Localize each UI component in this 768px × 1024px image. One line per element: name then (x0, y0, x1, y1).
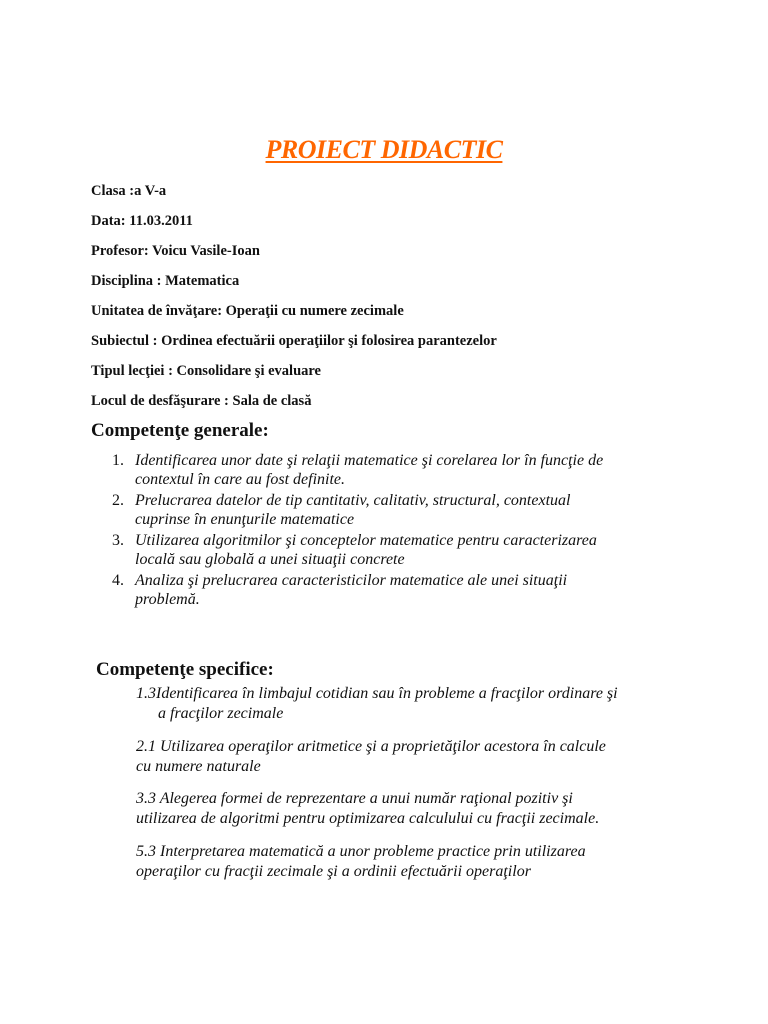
list-item-line: Prelucrarea datelor de tip cantitativ, calitativ, structural, contextual (135, 492, 571, 509)
specific-competence-line: cu numere naturale (136, 758, 261, 775)
list-item-number: 2. (112, 492, 124, 509)
list-item (112, 492, 672, 529)
list-item-number: 4. (112, 572, 124, 589)
field-lesson-type: Tipul lecţiei : Consolidare şi evaluare (91, 363, 321, 379)
field-date: Data: 11.03.2011 (91, 213, 193, 229)
field-location: Locul de desfăşurare : Sala de clasă (91, 393, 312, 409)
specific-competences-heading: Competenţe specifice: (96, 659, 274, 680)
specific-competence-line: 2.1 Utilizarea operaţilor aritmetice şi a proprietăţilor acestora în calcule (136, 738, 606, 755)
list-item-line: locală sau globală a unei situaţii concrete (135, 550, 405, 568)
specific-competence-line: 1.3Identificarea în limbajul cotidian sau în probleme a fracţilor ordinare şi (136, 685, 618, 702)
field-class: Clasa :a V-a (91, 183, 167, 199)
field-discipline: Disciplina : Matematica (91, 273, 240, 289)
list-item (112, 572, 672, 609)
list-item-line: Analiza şi prelucrarea caracteristicilor matematice ale unei situaţii (135, 572, 568, 589)
specific-competence-item (136, 684, 696, 724)
field-subject: Subiectul : Ordinea efectuării operaţiilor şi folosirea parantezelor (91, 333, 497, 349)
field-teacher: Profesor: Voicu Vasile-Ioan (91, 243, 260, 259)
specific-competence-line: a fracţilor zecimale (158, 705, 284, 722)
document-title: PROIECT DIDACTIC (265, 135, 503, 164)
specific-competence-item (136, 789, 696, 829)
list-item-number: 3. (112, 532, 124, 549)
general-competences-heading: Competenţe generale: (91, 420, 269, 441)
list-item-line: Identificarea unor date şi relaţii matematice şi corelarea lor în funcţie de (135, 452, 604, 469)
specific-competence-item (136, 737, 696, 777)
list-item-line: cuprinse în enunţurile matematice (135, 510, 355, 528)
list-item-number: 1. (112, 452, 124, 469)
list-item-line: contextul în care au fost definite. (135, 470, 346, 488)
specific-competence-line: 3.3 Alegerea formei de reprezentare a unui număr raţional pozitiv şi (136, 790, 573, 807)
specific-competence-line: utilizarea de algoritmi pentru optimizarea calculului cu fracţii zecimale. (136, 810, 600, 827)
list-item (112, 532, 672, 569)
general-competences-list (112, 452, 672, 612)
field-learning-unit: Unitatea de învăţare: Operaţii cu numere zecimale (91, 303, 404, 319)
list-item-line: problemă. (135, 590, 200, 608)
specific-competence-item (136, 842, 696, 882)
specific-competence-line: operaţilor cu fracţii zecimale şi a ordinii efectuării operaţilor (136, 863, 531, 880)
list-item (112, 452, 672, 489)
list-item-line: Utilizarea algoritmilor şi conceptelor matematice pentru caracterizarea (135, 532, 597, 549)
specific-competence-line: 5.3 Interpretarea matematică a unor probleme practice prin utilizarea (136, 843, 586, 860)
